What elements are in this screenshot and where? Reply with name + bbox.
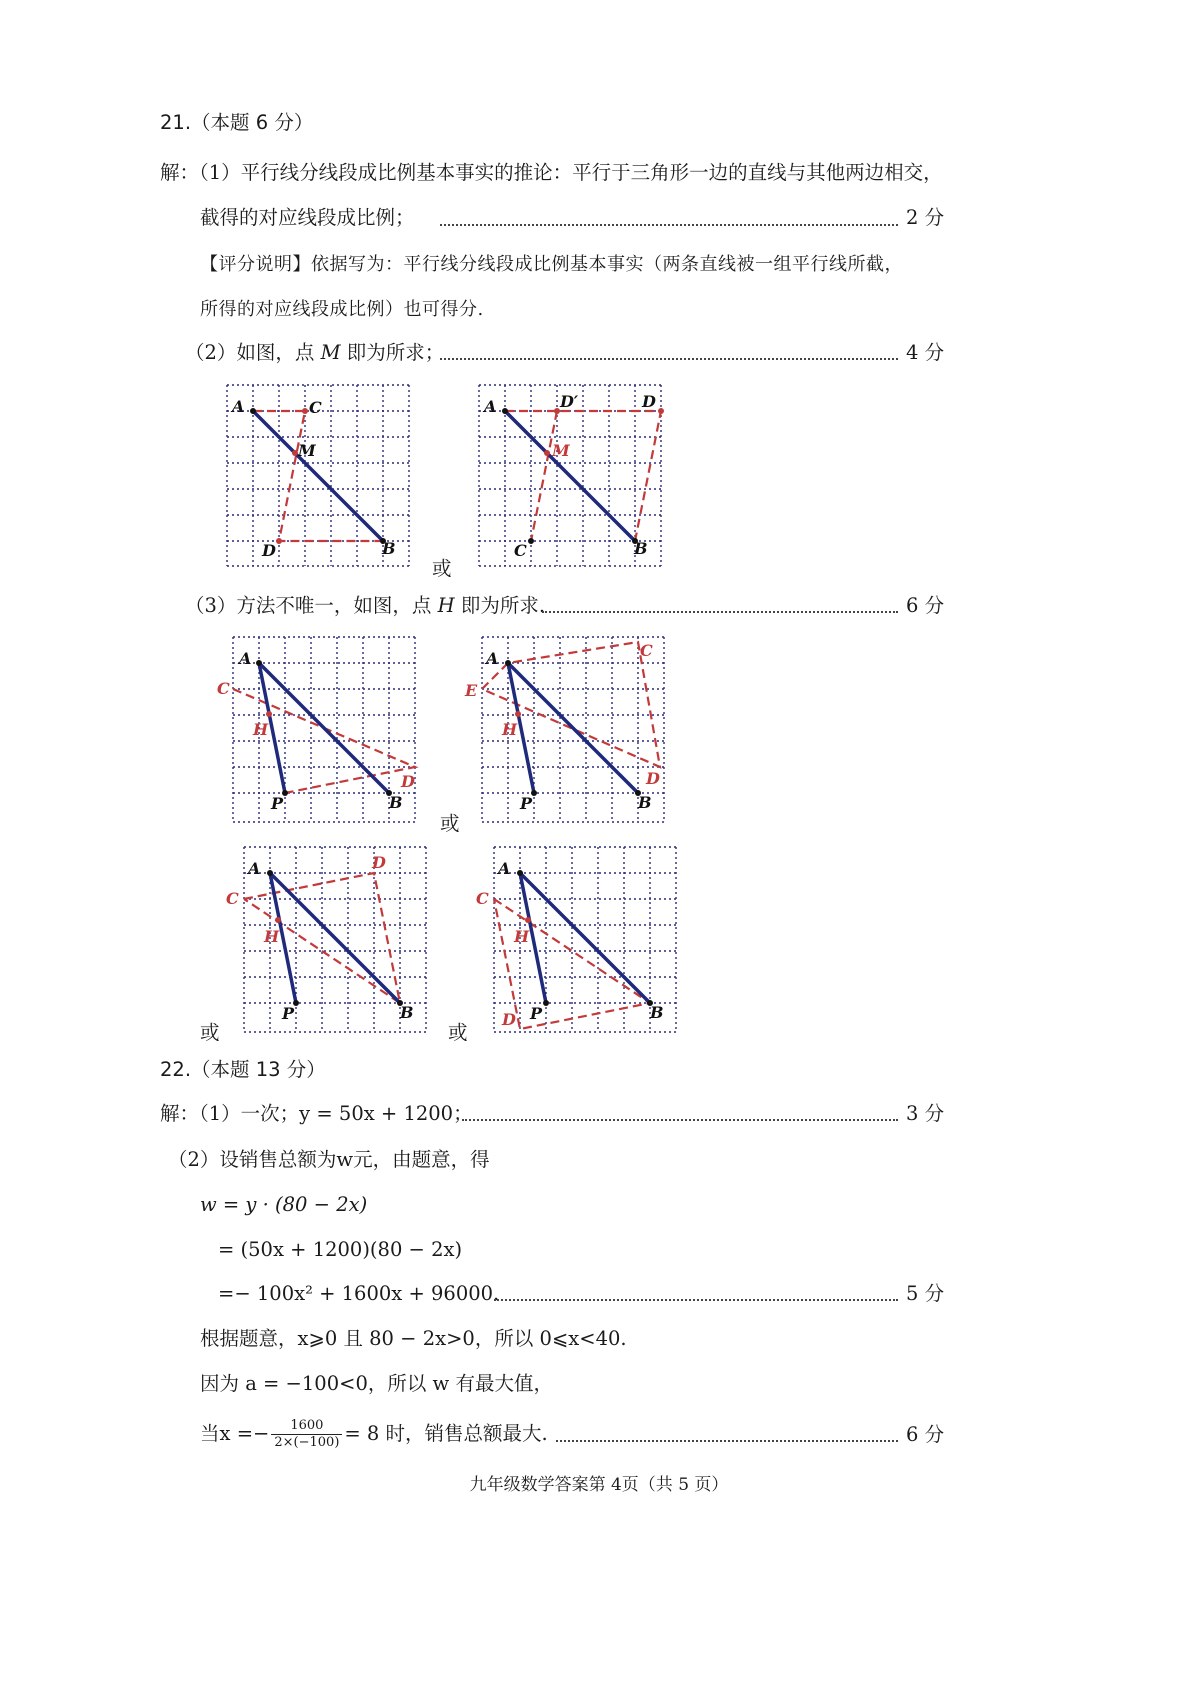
label-P: P bbox=[530, 1004, 543, 1023]
label-H: H bbox=[502, 720, 518, 739]
figure-4 bbox=[460, 632, 680, 828]
label-M: M bbox=[552, 441, 570, 460]
label-D: D bbox=[502, 1010, 516, 1029]
label-A: A bbox=[484, 397, 497, 416]
leader-dots bbox=[542, 611, 898, 613]
label-B: B bbox=[389, 793, 403, 812]
max-value-line: 因为 a = −100<0，所以 w 有最大值， bbox=[200, 1372, 553, 1395]
label-C: C bbox=[640, 641, 653, 660]
or-4: 或 bbox=[448, 1021, 468, 1044]
label-H: H bbox=[264, 927, 280, 946]
label-E: E bbox=[465, 681, 478, 700]
score-3: 3 分 bbox=[906, 1102, 945, 1125]
fraction: $\frac{1600}{2\times(-100)}$ bbox=[271, 1418, 342, 1451]
figure-5 bbox=[222, 842, 442, 1038]
q21-header: 21.（本题 6 分） bbox=[160, 111, 314, 134]
label-H: H bbox=[253, 720, 269, 739]
label-C: C bbox=[226, 889, 239, 908]
figure-1 bbox=[210, 380, 420, 572]
q22-p2: （2）设销售总额为w元，由题意，得 bbox=[168, 1148, 490, 1171]
score-2: 2 分 bbox=[906, 206, 945, 229]
equation-3: =− 100x² + 1600x + 96000. bbox=[218, 1282, 500, 1305]
label-A: A bbox=[248, 859, 261, 878]
label-B: B bbox=[400, 1003, 414, 1022]
q21-p1-line1: 解：（1）平行线分线段成比例基本事实的推论：平行于三角形一边的直线与其他两边相交， bbox=[160, 161, 943, 184]
equation-1: w = y · (80 − 2x) bbox=[200, 1193, 368, 1216]
label-C: C bbox=[514, 541, 527, 560]
figure-6 bbox=[472, 842, 692, 1038]
or-2: 或 bbox=[440, 812, 460, 835]
q21-p2: （2）如图，点 M 即为所求； bbox=[185, 341, 445, 364]
vertex-line: 当x =− $\frac{1600}{2\times(-100)}$ = 8 时，销售总额最大. bbox=[200, 1418, 548, 1450]
figure-3 bbox=[205, 632, 425, 828]
score-6: 6 分 bbox=[906, 594, 945, 617]
label-P: P bbox=[282, 1004, 295, 1023]
label-D: D bbox=[262, 541, 276, 560]
label-P: P bbox=[271, 794, 284, 813]
label-B: B bbox=[638, 793, 652, 812]
label-B: B bbox=[382, 539, 396, 558]
q21-p1-line2: 截得的对应线段成比例； bbox=[200, 206, 415, 229]
or-3: 或 bbox=[200, 1021, 220, 1044]
leader-dots bbox=[462, 1119, 898, 1121]
label-D-prime: D′ bbox=[560, 392, 579, 411]
score-6b: 6 分 bbox=[906, 1423, 945, 1446]
or-1: 或 bbox=[432, 557, 452, 580]
label-B: B bbox=[650, 1003, 664, 1022]
label-B: B bbox=[634, 539, 648, 558]
label-D: D bbox=[372, 853, 386, 872]
label-D: D bbox=[642, 392, 656, 411]
condition-line: 根据题意，x⩾0 且 80 − 2x>0，所以 0⩽x<40. bbox=[200, 1327, 627, 1350]
leader-dots bbox=[494, 1299, 898, 1301]
label-A: A bbox=[239, 649, 252, 668]
leader-dots bbox=[556, 1440, 898, 1442]
equation-2: = (50x + 1200)(80 − 2x) bbox=[218, 1238, 463, 1261]
label-D: D bbox=[646, 769, 660, 788]
figure-2 bbox=[462, 380, 672, 572]
label-C: C bbox=[309, 398, 322, 417]
page-footer: 九年级数学答案第 4页（共 5 页） bbox=[469, 1475, 729, 1495]
grading-note-line2: 所得的对应线段成比例）也可得分. bbox=[200, 299, 484, 320]
label-D: D bbox=[401, 772, 415, 791]
label-P: P bbox=[520, 794, 533, 813]
q22-header: 22.（本题 13 分） bbox=[160, 1058, 326, 1081]
leader-dots bbox=[440, 224, 898, 226]
score-5: 5 分 bbox=[906, 1282, 945, 1305]
label-H: H bbox=[514, 927, 530, 946]
label-M: M bbox=[298, 441, 316, 460]
label-A: A bbox=[486, 649, 499, 668]
q22-p1: 解：（1）一次；y = 50x + 1200； bbox=[160, 1102, 473, 1125]
label-C: C bbox=[476, 889, 489, 908]
score-4: 4 分 bbox=[906, 341, 945, 364]
grading-note-line1: 【评分说明】依据写为：平行线分线段成比例基本事实（两条直线被一组平行线所截， bbox=[200, 254, 903, 275]
label-C: C bbox=[217, 679, 230, 698]
label-A: A bbox=[232, 397, 245, 416]
label-A: A bbox=[498, 859, 511, 878]
leader-dots bbox=[440, 358, 898, 360]
q21-p3: （3）方法不唯一，如图，点 H 即为所求. bbox=[185, 594, 546, 617]
